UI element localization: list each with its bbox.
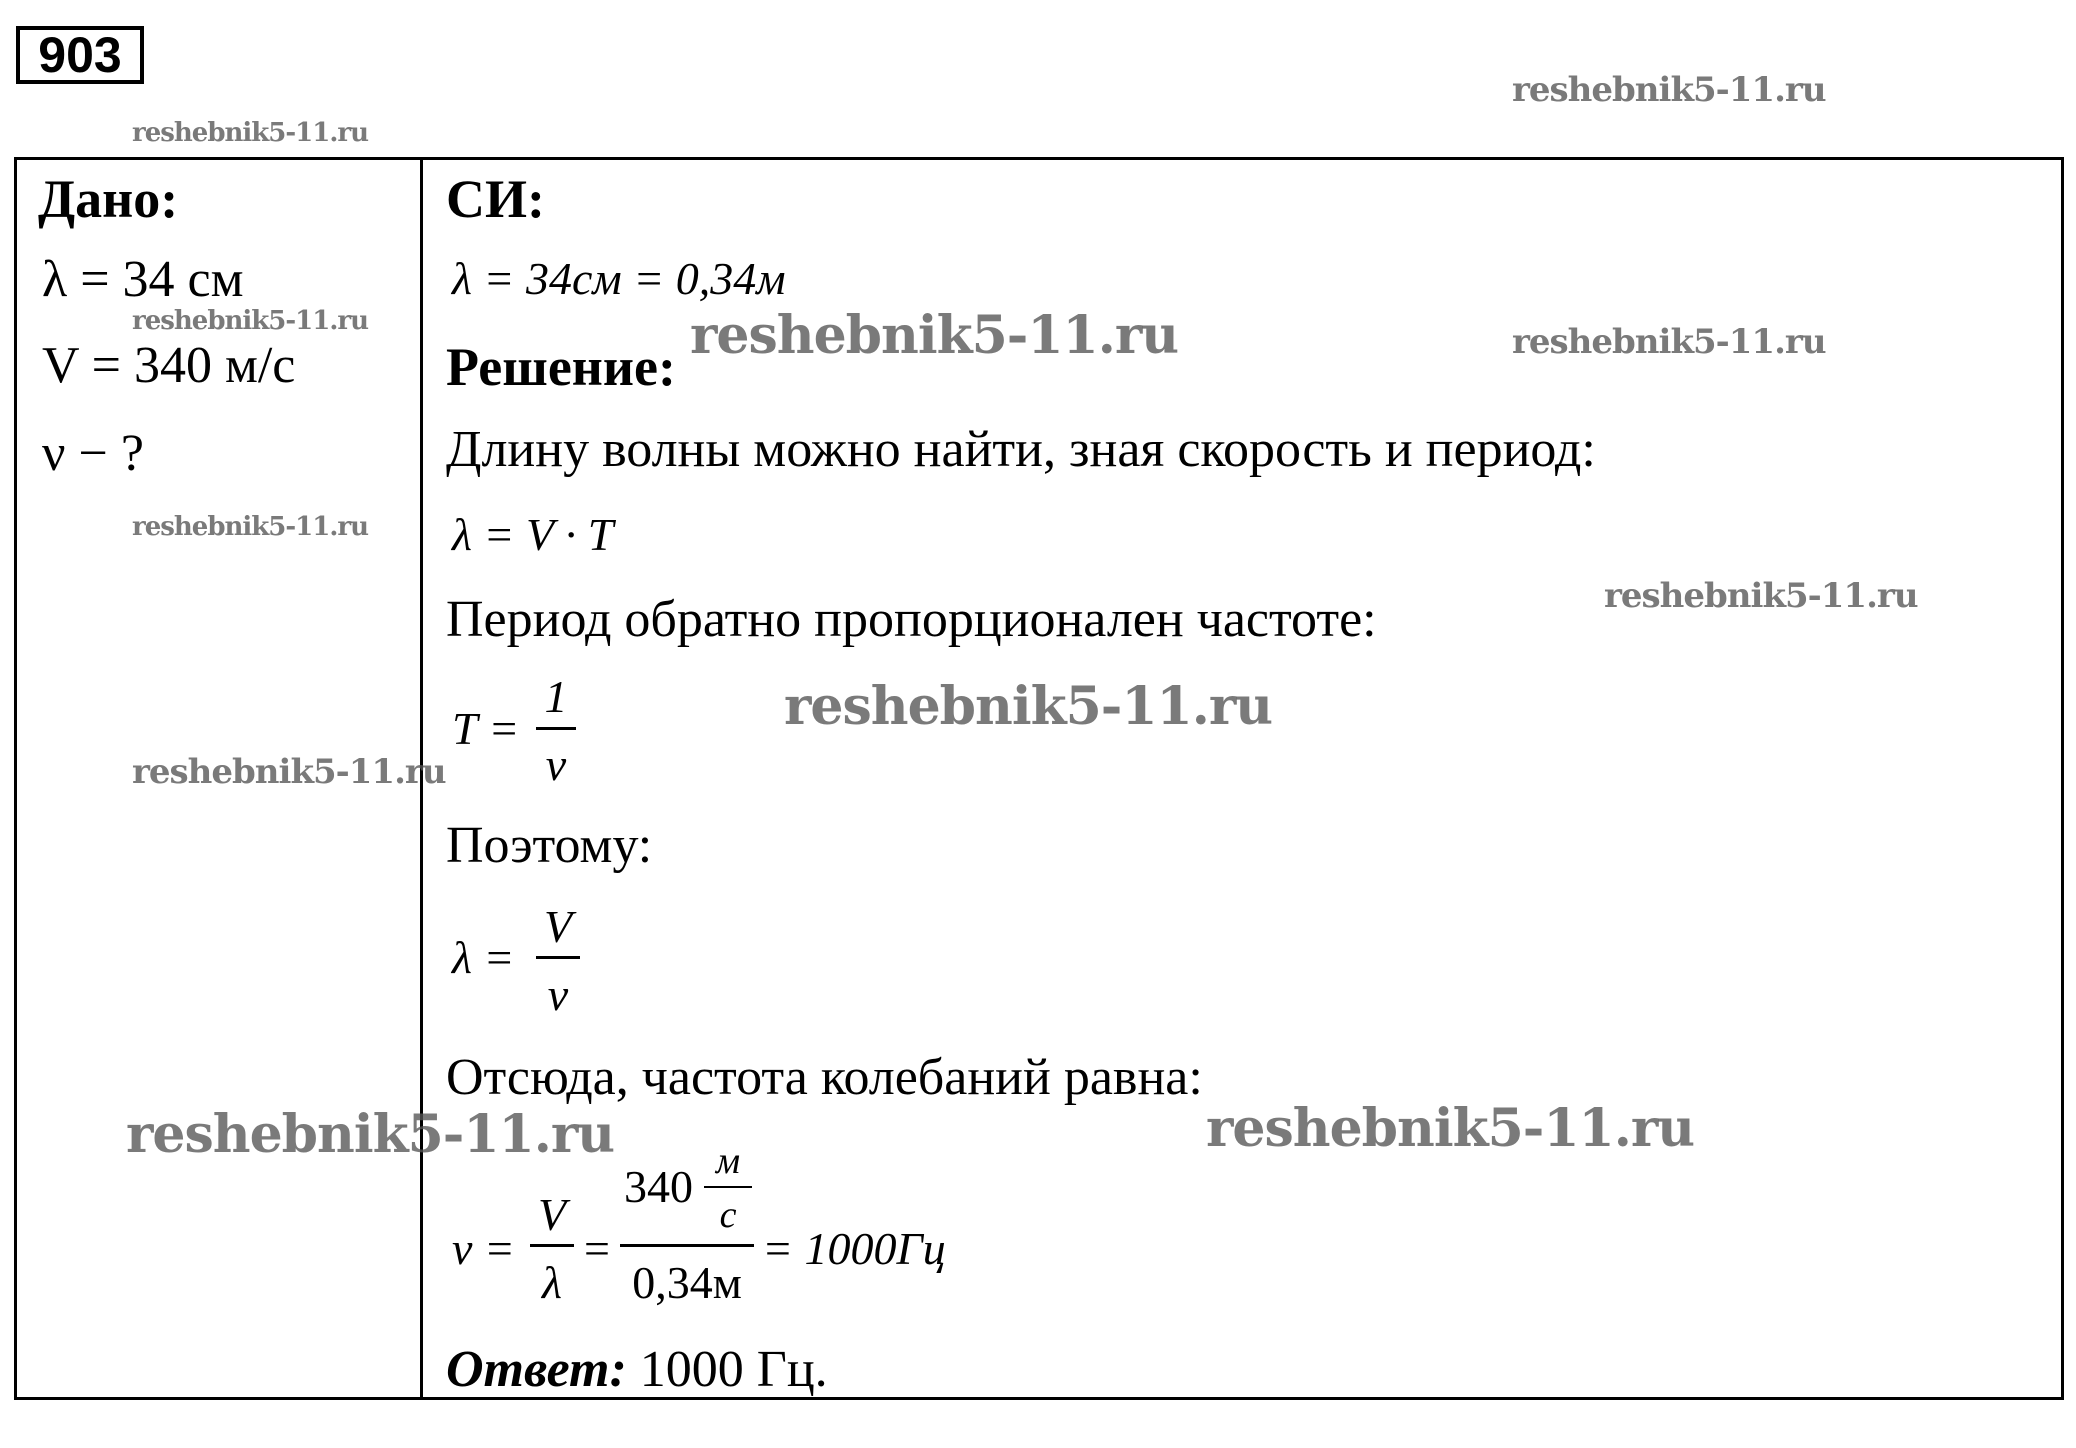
formula-frequency-fraction-bar-2 [620, 1244, 754, 1247]
formula-period-numerator: 1 [544, 671, 568, 722]
problem-number: 903 [16, 26, 144, 84]
answer-value: 1000 Гц. [639, 1341, 828, 1398]
given-unknown-frequency: ν − ? [42, 425, 144, 482]
watermark: reshebnik5-11.ru [132, 512, 369, 542]
watermark: reshebnik5-11.ru [1512, 322, 1826, 362]
formula-frequency-unit-bar [704, 1186, 752, 1188]
solution-text-2: Период обратно пропорционален частоте: [446, 591, 1377, 648]
solution-text-4: Отсюда, частота колебаний равна: [446, 1049, 1203, 1106]
formula-frequency-equals: = [584, 1223, 610, 1274]
solution-text-1: Длину волны можно найти, зная скорость и период: [446, 421, 1596, 478]
answer-line [446, 1341, 828, 1398]
si-conversion: λ = 34см = 0,34м [452, 253, 786, 304]
answer-label: Ответ: [446, 1341, 627, 1398]
given-speed: V = 340 м/с [42, 337, 296, 394]
watermark: reshebnik5-11.ru [1604, 576, 1918, 616]
formula-frequency-numerator-1: V [537, 1189, 567, 1240]
watermark: reshebnik5-11.ru [1512, 70, 1826, 110]
solution-text-3: Поэтому: [446, 817, 653, 874]
formula-wavelength-fraction-bar [536, 956, 580, 959]
formula-wavelength-speed-period: λ = V · T [452, 509, 614, 560]
formula-period-denominator: ν [545, 739, 567, 790]
watermark: reshebnik5-11.ru [1206, 1098, 1695, 1159]
watermark: reshebnik5-11.ru [132, 118, 369, 148]
formula-frequency-result: = 1000Гц [762, 1223, 946, 1274]
formula-frequency-numerator-2-value: 340 [624, 1161, 693, 1212]
given-wavelength: λ = 34 см [42, 251, 244, 308]
watermark: reshebnik5-11.ru [126, 1104, 615, 1165]
formula-frequency-denominator-2: 0,34м [632, 1257, 742, 1308]
formula-frequency-lhs: ν = [452, 1223, 515, 1274]
solution-heading: Решение: [446, 337, 676, 397]
formula-frequency-unit-numerator: м [715, 1140, 741, 1182]
given-heading: Дано: [38, 169, 179, 229]
watermark: reshebnik5-11.ru [690, 305, 1179, 366]
formula-frequency-denominator-1: λ [542, 1257, 562, 1308]
formula-wavelength-lhs: λ = [452, 932, 515, 983]
formula-wavelength-numerator: V [543, 901, 573, 952]
formula-wavelength-denominator: ν [547, 969, 569, 1020]
watermark: reshebnik5-11.ru [784, 676, 1273, 737]
formula-frequency-unit-denominator: с [719, 1194, 737, 1236]
formula-period-fraction-bar [536, 727, 576, 730]
watermark: reshebnik5-11.ru [132, 752, 446, 792]
formula-frequency-fraction-bar-1 [530, 1244, 574, 1247]
si-heading: СИ: [446, 169, 545, 229]
formula-period-lhs: T = [452, 703, 520, 754]
watermark: reshebnik5-11.ru [132, 306, 369, 336]
